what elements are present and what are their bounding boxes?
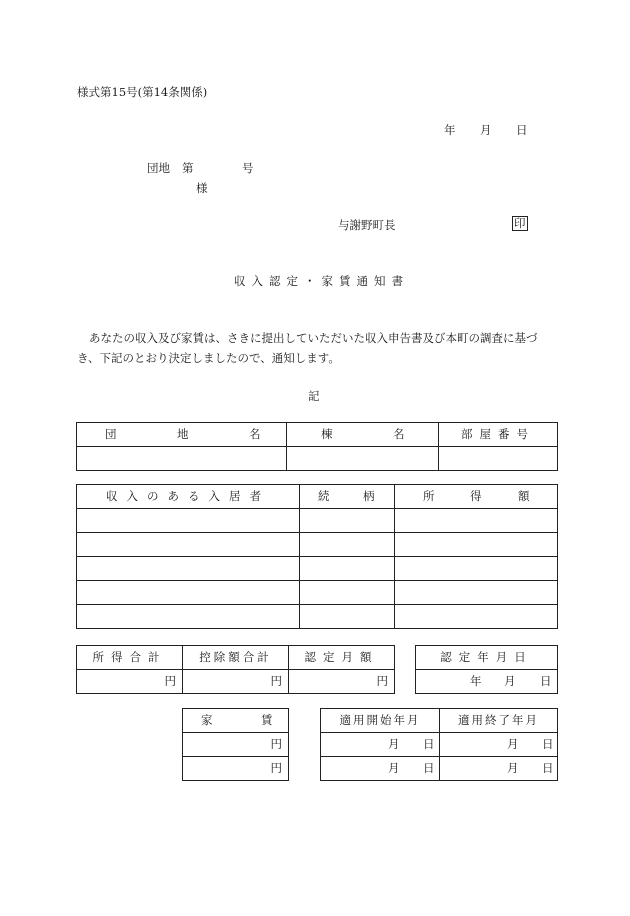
header-approved-monthly: 認定月額	[289, 646, 395, 670]
cell-resident[interactable]	[77, 509, 300, 533]
cell-room-number[interactable]	[439, 447, 558, 471]
table-approval-date	[415, 645, 558, 694]
cell-income[interactable]	[395, 605, 558, 629]
header-room-number: 部屋番号	[439, 423, 558, 447]
table-row	[77, 533, 558, 557]
issuer-name: 与謝野町長	[338, 218, 396, 232]
recipient-sama-label: 様	[196, 181, 208, 195]
cell-relation[interactable]	[300, 605, 395, 629]
approval-month-label: 月	[504, 674, 516, 688]
cell-start-month[interactable]	[321, 733, 440, 757]
cell-rent[interactable]	[183, 733, 289, 757]
header-resident: 収入のある入居者	[77, 485, 300, 509]
cell-relation[interactable]	[300, 533, 395, 557]
table-row	[77, 605, 558, 629]
header-income-char3: 額	[518, 489, 530, 503]
recipient-danchi-label: 団地	[147, 161, 170, 175]
table-totals	[76, 645, 395, 694]
cell-end-month[interactable]	[440, 733, 558, 757]
header-danchi-name	[77, 423, 287, 447]
cell-start-month[interactable]	[321, 757, 440, 781]
body-text-line-2: き、下記のとおり決定しましたので、通知します。	[77, 351, 340, 365]
yen-unit: 円	[270, 761, 282, 775]
cell-resident[interactable]	[77, 557, 300, 581]
header-tou-char1: 棟	[321, 427, 333, 441]
header-income-char1: 所	[423, 489, 435, 503]
header-rent	[183, 709, 289, 733]
seal-char: 印	[514, 216, 526, 230]
approval-day-label: 日	[540, 674, 552, 688]
header-approval-date: 認定年月日	[416, 646, 558, 670]
recipient-dai-label: 第	[182, 161, 194, 175]
cell-income[interactable]	[395, 557, 558, 581]
date-day-label: 日	[516, 123, 528, 137]
header-danchi-char2: 地	[177, 427, 189, 441]
header-danchi-char1: 団	[105, 427, 117, 441]
header-income-char2: 得	[470, 489, 482, 503]
form-number: 様式第15号(第14条関係)	[77, 85, 208, 99]
start-day-label: 日	[423, 761, 435, 775]
header-start-month: 適用開始年月	[321, 709, 440, 733]
header-relation-char1: 続	[318, 489, 330, 503]
start-month-label: 月	[388, 761, 400, 775]
table-row	[77, 509, 558, 533]
yen-unit: 円	[270, 737, 282, 751]
header-deduction-total: 控除額合計	[183, 646, 289, 670]
end-month-label: 月	[507, 737, 519, 751]
header-tou-name	[287, 423, 439, 447]
cell-resident[interactable]	[77, 533, 300, 557]
header-end-month: 適用終了年月	[440, 709, 558, 733]
body-text-line-1: あなたの収入及び家賃は、さきに提出していただいた収入申告書及び本町の調査に基づ	[89, 331, 538, 345]
cell-rent[interactable]	[183, 757, 289, 781]
cell-approval-date[interactable]	[416, 670, 558, 694]
cell-income-total[interactable]	[77, 670, 183, 694]
table-rent	[182, 708, 289, 781]
cell-end-month[interactable]	[440, 757, 558, 781]
cell-income[interactable]	[395, 509, 558, 533]
approval-year-label: 年	[470, 674, 482, 688]
table-period	[320, 708, 558, 781]
yen-unit: 円	[164, 674, 176, 688]
cell-relation[interactable]	[300, 557, 395, 581]
end-day-label: 日	[542, 737, 554, 751]
cell-relation[interactable]	[300, 509, 395, 533]
header-relation	[300, 485, 395, 509]
header-income-total: 所得合計	[77, 646, 183, 670]
table-danchi	[76, 422, 558, 471]
recipient-go-label: 号	[242, 161, 254, 175]
seal-mark	[512, 216, 528, 231]
cell-approved-monthly[interactable]	[289, 670, 395, 694]
cell-income[interactable]	[395, 533, 558, 557]
header-income	[395, 485, 558, 509]
cell-relation[interactable]	[300, 581, 395, 605]
table-row	[77, 557, 558, 581]
cell-deduction-total[interactable]	[183, 670, 289, 694]
header-rent-char1: 家	[201, 713, 213, 727]
date-year-label: 年	[444, 123, 456, 137]
header-rent-char2: 賃	[261, 713, 273, 727]
cell-resident[interactable]	[77, 605, 300, 629]
end-month-label: 月	[507, 761, 519, 775]
header-relation-char2: 柄	[363, 489, 375, 503]
end-day-label: 日	[542, 761, 554, 775]
table-residents	[76, 484, 558, 629]
start-month-label: 月	[388, 737, 400, 751]
document-title: 収入認定・家賃通知書	[234, 274, 409, 288]
cell-resident[interactable]	[77, 581, 300, 605]
cell-income[interactable]	[395, 581, 558, 605]
header-tou-char2: 名	[393, 427, 405, 441]
cell-tou-name[interactable]	[287, 447, 439, 471]
table-row	[77, 581, 558, 605]
ki-label: 記	[308, 389, 320, 403]
cell-danchi-name[interactable]	[77, 447, 287, 471]
yen-unit: 円	[376, 674, 388, 688]
date-month-label: 月	[480, 123, 492, 137]
start-day-label: 日	[423, 737, 435, 751]
yen-unit: 円	[270, 674, 282, 688]
header-danchi-char3: 名	[249, 427, 261, 441]
